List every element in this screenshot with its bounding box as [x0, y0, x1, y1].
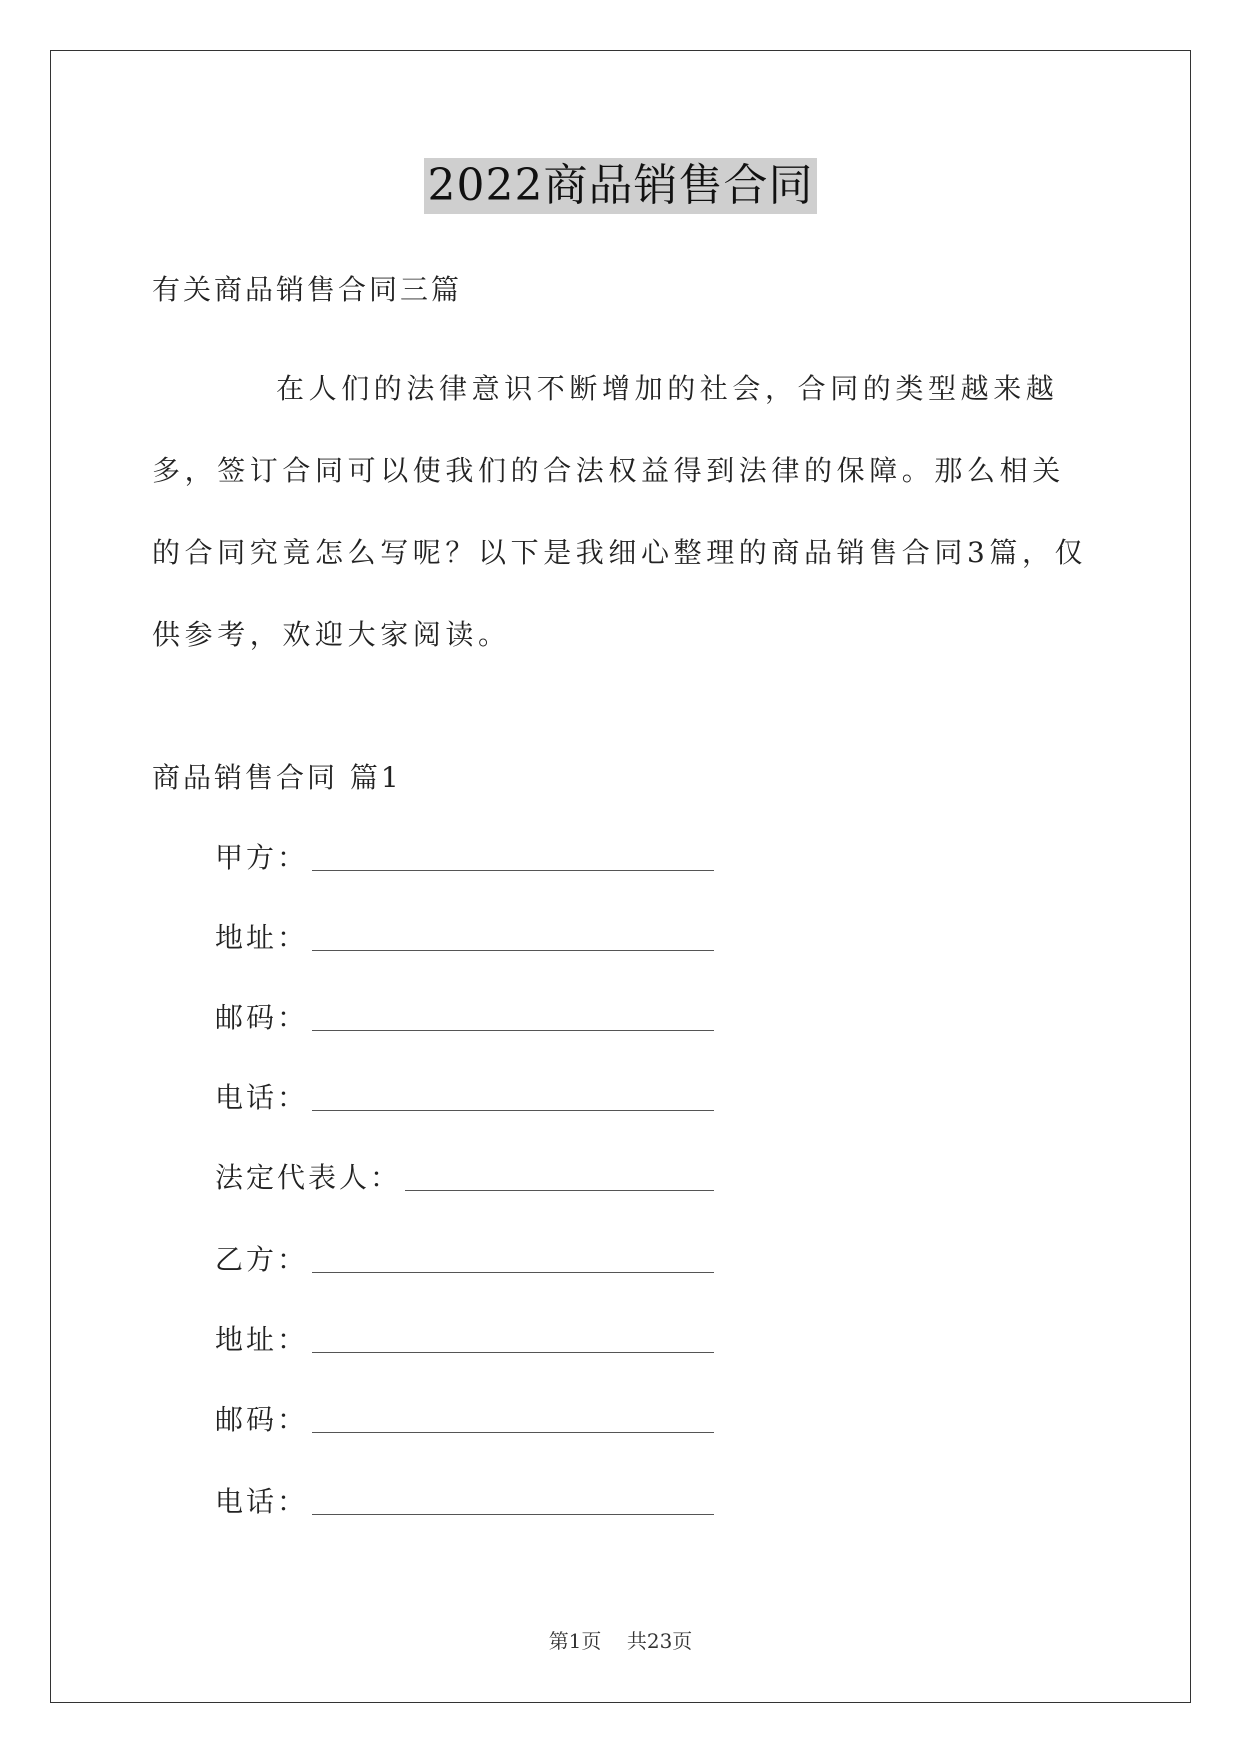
field-label: 电话：	[215, 1081, 309, 1114]
field-label: 法定代表人：	[215, 1161, 402, 1194]
blank-line	[405, 1189, 714, 1191]
document-title: 2022商品销售合同	[424, 158, 818, 214]
blank-line	[312, 1029, 714, 1031]
intro-paragraph: 在人们的法律意识不断增加的社会，合同的类型越来越多，签订合同可以使我们的合法权益得到法律的保障。那么相关的合同究竟怎么写呢？以下是我细心整理的商品销售合同3篇，仅供参考，欢迎大家阅读。	[152, 372, 1088, 651]
field-label: 邮码：	[215, 1001, 309, 1034]
blank-line	[312, 1513, 714, 1515]
field-phone-b	[215, 1484, 714, 1520]
title-container	[0, 158, 1241, 214]
field-party-b	[215, 1242, 714, 1278]
field-postcode-b	[215, 1402, 714, 1438]
page-total: 共23页	[626, 1629, 693, 1653]
field-label: 邮码：	[215, 1403, 309, 1436]
field-postcode-a	[215, 1000, 714, 1036]
blank-line	[312, 1351, 714, 1353]
blank-line	[312, 1109, 714, 1111]
field-address-b	[215, 1322, 714, 1358]
field-label: 地址：	[215, 1323, 309, 1356]
section-heading: 商品销售合同 篇1	[152, 761, 402, 794]
field-label: 地址：	[215, 921, 309, 954]
field-label: 甲方：	[215, 841, 309, 874]
field-address-a	[215, 920, 714, 956]
document-subtitle: 有关商品销售合同三篇	[152, 273, 463, 306]
field-label: 乙方：	[215, 1243, 309, 1276]
field-label: 电话：	[215, 1485, 309, 1518]
blank-line	[312, 869, 714, 871]
blank-line	[312, 949, 714, 951]
field-phone-a	[215, 1080, 714, 1116]
field-legal-representative	[215, 1160, 714, 1196]
page-number: 第1页	[548, 1629, 602, 1653]
blank-line	[312, 1271, 714, 1273]
page-footer	[0, 1628, 1241, 1654]
field-party-a	[215, 840, 714, 876]
blank-line	[312, 1431, 714, 1433]
